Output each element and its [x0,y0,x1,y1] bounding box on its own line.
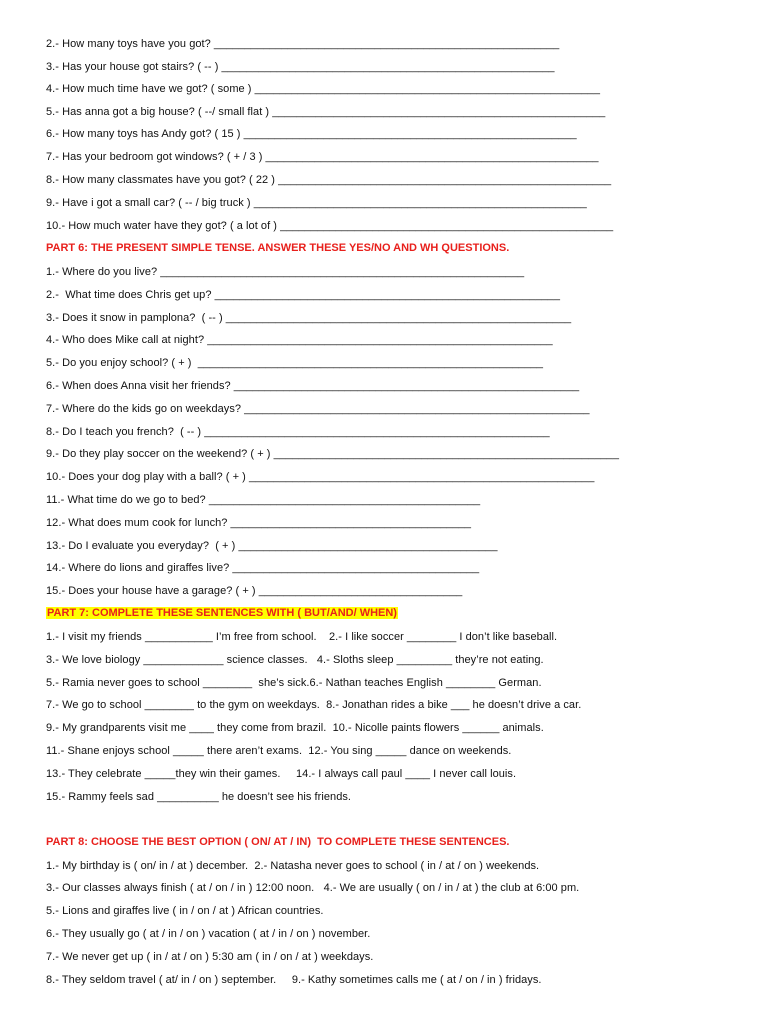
part6-line-1: 1.- Where do you live? ___________________________________________________________ [46,266,525,278]
part5-line-5: 5.- Has anna got a big house? ( --/ small flat ) ______________________________________________________ [46,106,606,118]
part6-heading: PART 6: THE PRESENT SIMPLE TENSE. ANSWER THESE YES/NO AND WH QUESTIONS. [46,242,510,254]
part8-line-5: 7.- We never get up ( in / at / on ) 5:30 am ( in / on / at ) weekdays. [46,951,374,963]
part8-heading: PART 8: CHOOSE THE BEST OPTION ( ON/ AT / IN) TO COMPLETE THESE SENTENCES. [46,836,510,848]
part6-line-2: 2.- What time does Chris get up? ________________________________________________________ [46,289,560,301]
part5-line-10: 10.- How much water have they got? ( a lot of ) ______________________________________________________ [46,220,614,232]
part5-line-2: 2.- How many toys have you got? ________________________________________________________ [46,38,560,50]
part8-line-2: 3.- Our classes always finish ( at / on / in ) 12:00 noon. 4.- We are usually ( on / in / at ) the club at 6:00 pm. [46,882,580,894]
part7-line-4: 7.- We go to school ________ to the gym on weekdays. 8.- Jonathan rides a bike ___ he doesn’t drive a car. [46,699,582,711]
part5-line-7: 7.- Has your bedroom got windows? ( + / 3 ) ______________________________________________________ [46,151,599,163]
part7-line-1: 1.- I visit my friends ___________ I’m free from school. 2.- I like soccer ________ I don’t like baseball. [46,631,558,643]
part6-line-11: 11.- What time do we go to bed? ____________________________________________ [46,494,481,506]
part5-line-9: 9.- Have i got a small car? ( -- / big truck ) ______________________________________________________ [46,197,587,209]
part5-line-6: 6.- How many toys has Andy got? ( 15 ) ______________________________________________________ [46,128,577,140]
part8-line-6: 8.- They seldom travel ( at/ in / on ) september. 9.- Kathy sometimes calls me ( at / on / in ) fridays. [46,974,542,986]
part8-line-3: 5.- Lions and giraffes live ( in / on / at ) African countries. [46,905,324,917]
part7-line-2: 3.- We love biology _____________ science classes. 4.- Sloths sleep _________ they’re not eating. [46,654,544,666]
part6-line-6: 6.- When does Anna visit her friends? ________________________________________________________ [46,380,580,392]
part6-line-5: 5.- Do you enjoy school? ( + ) ________________________________________________________ [46,357,544,369]
part6-line-9: 9.- Do they play soccer on the weekend? ( + ) ________________________________________________________ [46,448,620,460]
part6-line-12: 12.- What does mum cook for lunch? _______________________________________ [46,517,472,529]
part7-line-3: 5.- Ramia never goes to school ________ she’s sick.6.- Nathan teaches English ________ German. [46,677,542,689]
part6-line-8: 8.- Do I teach you french? ( -- ) ________________________________________________________ [46,426,550,438]
part6-line-14: 14.- Where do lions and giraffes live? ________________________________________ [46,562,480,574]
part8-line-1: 1.- My birthday is ( on/ in / at ) december. 2.- Natasha never goes to school ( in / at / on ) weekends. [46,860,540,872]
part6-line-4: 4.- Who does Mike call at night? ________________________________________________________ [46,334,553,346]
part8-line-4: 6.- They usually go ( at / in / on ) vacation ( at / in / on ) november. [46,928,371,940]
part5-line-3: 3.- Has your house got stairs? ( -- ) ______________________________________________________ [46,61,555,73]
part6-line-7: 7.- Where do the kids go on weekdays? ________________________________________________________ [46,403,590,415]
part7-line-7: 13.- They celebrate _____they win their games. 14.- I always call paul ____ I never call louis. [46,768,517,780]
part5-line-4: 4.- How much time have we got? ( some ) ________________________________________________________ [46,83,601,95]
part6-line-3: 3.- Does it snow in pamplona? ( -- ) ________________________________________________________ [46,312,572,324]
part7-line-5: 9.- My grandparents visit me ____ they come from brazil. 10.- Nicolle paints flowers ______ animals. [46,722,544,734]
part7-heading-wrap [46,605,398,621]
part7-heading: PART 7: COMPLETE THESE SENTENCES WITH ( BUT/AND/ WHEN) [47,607,397,619]
part7-line-8: 15.- Rammy feels sad __________ he doesn’t see his friends. [46,791,352,803]
part6-line-10: 10.- Does your dog play with a ball? ( + ) ________________________________________________________ [46,471,595,483]
part5-line-8: 8.- How many classmates have you got? ( 22 ) ______________________________________________________ [46,174,612,186]
part6-line-15: 15.- Does your house have a garage? ( + ) _________________________________ [46,585,463,597]
part7-line-6: 11.- Shane enjoys school _____ there aren’t exams. 12.- You sing _____ dance on weekends. [46,745,512,757]
part6-line-13: 13.- Do I evaluate you everyday? ( + ) __________________________________________ [46,540,498,552]
